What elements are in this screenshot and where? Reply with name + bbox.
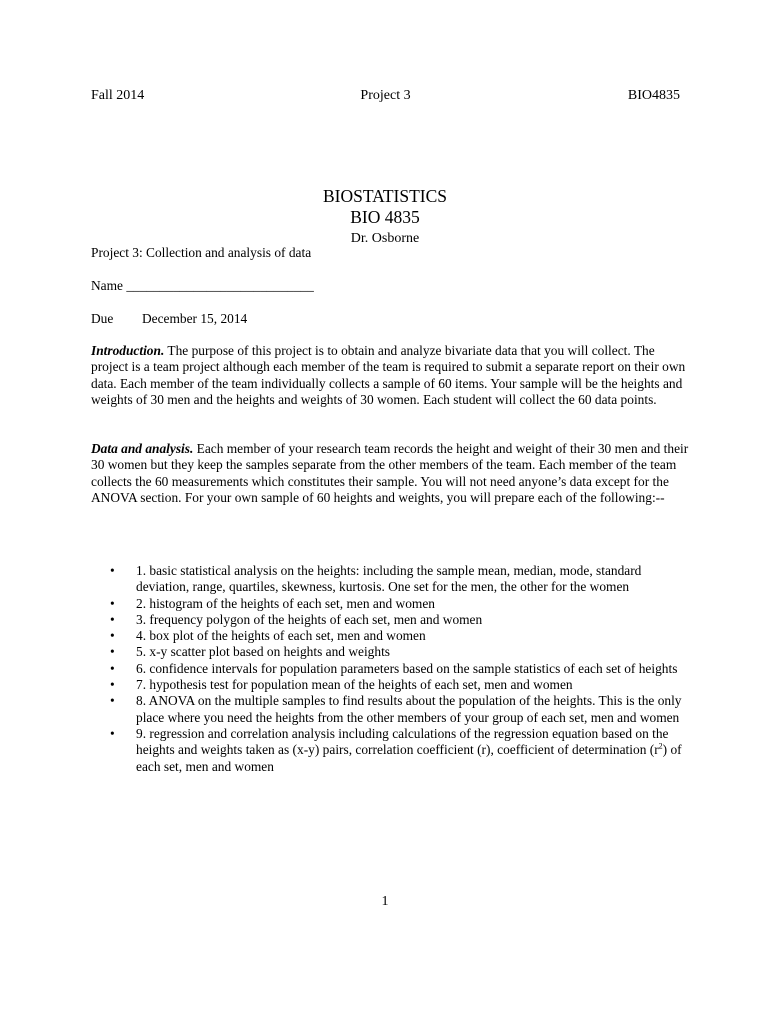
list-item-text: 1. basic statistical analysis on the heights: including the sample mean, median, mode, standard deviation, range, quartiles, skewness, kurtosis. One set for the men, the other for the women (136, 563, 642, 595)
title-block (0, 186, 770, 249)
bullet-icon: • (110, 628, 115, 644)
list-item (110, 644, 682, 660)
list-item (110, 693, 682, 726)
bullet-icon: • (110, 725, 115, 741)
list-item (110, 612, 682, 628)
introduction-heading: Introduction. (91, 343, 165, 358)
bullet-icon: • (110, 677, 115, 693)
superscript-two: 2 (658, 741, 663, 751)
list-item (110, 628, 682, 644)
bullet-icon: • (110, 693, 115, 709)
header-project: Project 3 (360, 88, 411, 103)
due-date-line (91, 311, 691, 327)
data-analysis-text: Each member of your research team records the height and weight of their 30 men and their 30 women but they keep the samples separate from the other members of the team. Each member of the team collects the 60 measurements which constitutes their sample. You will not need anyone’s data except for the ANOVA section. For your own sample of 60 heights and weights, you will prepare each of the following:-- (91, 441, 689, 505)
bullet-icon: • (110, 595, 115, 611)
list-item-text-tail: ) of each set, men and women (136, 742, 682, 774)
list-item-text: 7. hypothesis test for population mean of the heights of each set, men and women (136, 677, 573, 693)
list-item (110, 596, 682, 612)
list-item (110, 726, 682, 775)
data-analysis-paragraph (91, 441, 691, 506)
list-item-text: 3. frequency polygon of the heights of each set, men and women (136, 611, 483, 627)
list-item-text: 8. ANOVA on the multiple samples to find results about the population of the heights. This is the only place where you need the heights from the other members of your group of each set, men and women (136, 693, 682, 725)
requirements-list (110, 563, 682, 775)
list-item-text: 2. histogram of the heights of each set, men and women (136, 595, 435, 611)
list-item-text: 4. box plot of the heights of each set, men and women (136, 628, 426, 644)
page-number: 1 (381, 894, 389, 909)
list-item (110, 661, 682, 677)
list-item (110, 677, 682, 693)
due-label: Due (91, 311, 114, 326)
bullet-icon: • (110, 660, 115, 676)
instructor-name: Dr. Osborne (350, 231, 420, 246)
introduction-paragraph (91, 343, 691, 408)
list-item-text: 6. confidence intervals for population parameters based on the sample statistics of each set of heights (136, 660, 678, 676)
bullet-icon: • (110, 563, 115, 578)
data-analysis-heading: Data and analysis. (91, 441, 194, 456)
project-subject: Project 3: Collection and analysis of data (91, 245, 312, 260)
introduction-text: The purpose of this project is to obtain and analyze bivariate data that you will collect. The project is a team project although each member of the team is required to submit a separate report on their own data. Each member of the team individually collects a sample of 60 items. Your sample will be the heights and weights of 30 men and the heights and weights of 30 women. Each student will collect the 60 data points. (91, 343, 686, 407)
header-term: Fall 2014 (91, 88, 145, 103)
bullet-icon: • (110, 644, 115, 660)
name-field: Name ____________________________ (91, 278, 314, 293)
bullet-icon: • (110, 611, 115, 627)
course-number: BIO 4835 (350, 207, 420, 227)
list-item (110, 563, 682, 596)
list-item-text: 9. regression and correlation analysis including calculations of the regression equation based on the heights and weights taken as (x-y) pairs, correlation coefficient (r), coefficient of determination (r (136, 725, 669, 758)
list-item-text: 5. x-y scatter plot based on heights and weights (136, 644, 390, 660)
header-course-code: BIO4835 (627, 88, 680, 103)
course-title: BIOSTATISTICS (322, 186, 448, 206)
page-header (91, 88, 680, 106)
due-date: December 15, 2014 (142, 311, 248, 326)
